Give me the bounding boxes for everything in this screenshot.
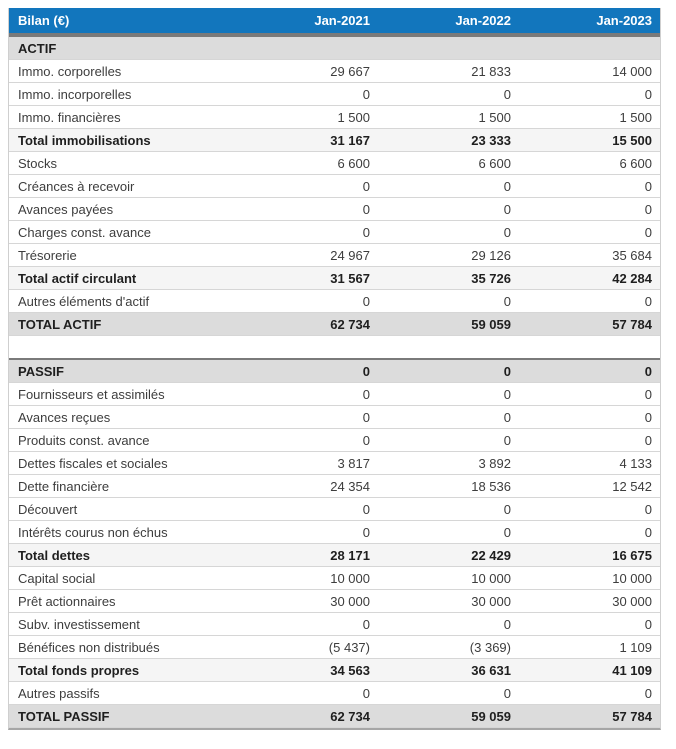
column-header-jan-2023: Jan-2023 — [596, 13, 652, 28]
table-row — [9, 521, 660, 544]
table-row — [9, 567, 660, 590]
cell-value-jan-2021: 28 171 — [330, 547, 370, 563]
cell-value-jan-2023: 57 784 — [612, 316, 652, 332]
cell-value-jan-2023: 0 — [644, 293, 652, 309]
row-label: Capital social — [18, 570, 96, 586]
cell-value-jan-2023: 30 000 — [612, 593, 652, 609]
cell-value-jan-2022: 29 126 — [471, 247, 511, 263]
cell-value-jan-2023: 0 — [644, 524, 652, 540]
cell-value-jan-2023: 0 — [644, 409, 652, 425]
row-label: ACTIF — [18, 40, 57, 56]
cell-value-jan-2021: 31 567 — [330, 270, 370, 286]
cell-value-jan-2022: 0 — [503, 432, 511, 448]
cell-value-jan-2022: 6 600 — [478, 155, 511, 171]
cell-value-jan-2021: 31 167 — [330, 132, 370, 148]
row-label: Charges const. avance — [18, 224, 151, 240]
cell-value-jan-2021: 0 — [362, 86, 370, 102]
cell-value-jan-2021: 0 — [362, 386, 370, 402]
cell-value-jan-2022: 10 000 — [471, 570, 511, 586]
cell-value-jan-2021: 62 734 — [330, 316, 370, 332]
cell-value-jan-2021: 1 500 — [337, 109, 370, 125]
table-row — [9, 659, 660, 682]
row-label: Immo. corporelles — [18, 63, 122, 79]
table-row — [9, 590, 660, 613]
cell-value-jan-2023: 15 500 — [612, 132, 652, 148]
cell-value-jan-2022: 3 892 — [478, 455, 511, 471]
cell-value-jan-2021: 62 734 — [330, 708, 370, 724]
row-label: Subv. investissement — [18, 616, 140, 632]
cell-value-jan-2021: 0 — [362, 224, 370, 240]
cell-value-jan-2023: 57 784 — [612, 708, 652, 724]
cell-value-jan-2021: 0 — [362, 363, 370, 379]
cell-value-jan-2023: 14 000 — [612, 63, 652, 79]
cell-value-jan-2022: 0 — [503, 363, 511, 379]
cell-value-jan-2023: 0 — [644, 363, 652, 379]
cell-value-jan-2023: 0 — [644, 178, 652, 194]
table-body — [9, 35, 660, 728]
row-label: Total fonds propres — [18, 662, 140, 678]
table-row — [9, 475, 660, 498]
cell-value-jan-2022: 0 — [503, 616, 511, 632]
table-row — [9, 498, 660, 521]
cell-value-jan-2022: 0 — [503, 524, 511, 540]
table-row — [9, 383, 660, 406]
table-row — [9, 129, 660, 152]
table-row — [9, 290, 660, 313]
cell-value-jan-2023: 0 — [644, 432, 652, 448]
table-row — [9, 406, 660, 429]
table-row — [9, 544, 660, 567]
table-row — [9, 60, 660, 83]
table-header-row — [9, 8, 660, 35]
table-row — [9, 705, 660, 728]
cell-value-jan-2023: 16 675 — [612, 547, 652, 563]
row-label: Prêt actionnaires — [18, 593, 116, 609]
cell-value-jan-2023: 0 — [644, 386, 652, 402]
row-label: Immo. financières — [18, 109, 121, 125]
cell-value-jan-2022: 22 429 — [471, 547, 511, 563]
cell-value-jan-2023: 35 684 — [612, 247, 652, 263]
cell-value-jan-2021: 0 — [362, 201, 370, 217]
cell-value-jan-2022: 1 500 — [478, 109, 511, 125]
row-label: Stocks — [18, 155, 58, 171]
cell-value-jan-2021: 0 — [362, 432, 370, 448]
cell-value-jan-2022: 0 — [503, 86, 511, 102]
cell-value-jan-2023: 1 109 — [619, 639, 652, 655]
cell-value-jan-2023: 1 500 — [619, 109, 652, 125]
cell-value-jan-2023: 0 — [644, 201, 652, 217]
cell-value-jan-2022: 59 059 — [471, 708, 511, 724]
table-row — [9, 336, 660, 358]
cell-value-jan-2023: 0 — [644, 86, 652, 102]
cell-value-jan-2022: 23 333 — [471, 132, 511, 148]
table-row — [9, 682, 660, 705]
table-row — [9, 175, 660, 198]
row-label: Créances à recevoir — [18, 178, 135, 194]
cell-value-jan-2022: 0 — [503, 386, 511, 402]
column-header-jan-2022: Jan-2022 — [455, 13, 511, 28]
cell-value-jan-2021: 0 — [362, 293, 370, 309]
cell-value-jan-2021: 10 000 — [330, 570, 370, 586]
row-label: Fournisseurs et assimilés — [18, 386, 165, 402]
row-label: TOTAL PASSIF — [18, 708, 110, 724]
table-row — [9, 636, 660, 659]
cell-value-jan-2021: 3 817 — [337, 455, 370, 471]
cell-value-jan-2021: 0 — [362, 409, 370, 425]
row-label: Intérêts courus non échus — [18, 524, 168, 540]
row-label: Autres passifs — [18, 685, 100, 701]
table-title: Bilan (€) — [18, 13, 70, 28]
cell-value-jan-2022: 30 000 — [471, 593, 511, 609]
table-row — [9, 244, 660, 267]
cell-value-jan-2022: 0 — [503, 293, 511, 309]
cell-value-jan-2022: 0 — [503, 501, 511, 517]
cell-value-jan-2023: 0 — [644, 501, 652, 517]
cell-value-jan-2023: 12 542 — [612, 478, 652, 494]
cell-value-jan-2021: 34 563 — [330, 662, 370, 678]
table-row — [9, 429, 660, 452]
row-label: Avances payées — [18, 201, 114, 217]
table-row — [9, 452, 660, 475]
cell-value-jan-2022: 0 — [503, 224, 511, 240]
cell-value-jan-2022: 59 059 — [471, 316, 511, 332]
cell-value-jan-2023: 6 600 — [619, 155, 652, 171]
cell-value-jan-2022: 0 — [503, 685, 511, 701]
table-row — [9, 35, 660, 60]
row-label: Produits const. avance — [18, 432, 150, 448]
cell-value-jan-2022: 36 631 — [471, 662, 511, 678]
row-label: Dettes fiscales et sociales — [18, 455, 168, 471]
row-label: TOTAL ACTIF — [18, 316, 102, 332]
cell-value-jan-2022: 0 — [503, 201, 511, 217]
cell-value-jan-2021: 30 000 — [330, 593, 370, 609]
cell-value-jan-2021: (5 437) — [328, 639, 370, 655]
table-row — [9, 267, 660, 290]
cell-value-jan-2022: 21 833 — [471, 63, 511, 79]
table-row — [9, 221, 660, 244]
row-label: Autres éléments d'actif — [18, 293, 150, 309]
cell-value-jan-2021: 0 — [362, 685, 370, 701]
cell-value-jan-2021: 29 667 — [330, 63, 370, 79]
table-row — [9, 106, 660, 129]
balance-sheet-table — [8, 8, 661, 730]
cell-value-jan-2021: 0 — [362, 524, 370, 540]
row-label: Total dettes — [18, 547, 90, 563]
table-row — [9, 358, 660, 383]
table-row — [9, 198, 660, 221]
cell-value-jan-2021: 0 — [362, 501, 370, 517]
row-label: Total immobilisations — [18, 132, 151, 148]
cell-value-jan-2023: 0 — [644, 685, 652, 701]
row-label: Trésorerie — [18, 247, 77, 263]
row-label: Dette financière — [18, 478, 110, 494]
table-row — [9, 613, 660, 636]
row-label: Immo. incorporelles — [18, 86, 132, 102]
cell-value-jan-2022: 0 — [503, 178, 511, 194]
cell-value-jan-2021: 0 — [362, 178, 370, 194]
row-label: Avances reçues — [18, 409, 111, 425]
cell-value-jan-2021: 0 — [362, 616, 370, 632]
cell-value-jan-2023: 0 — [644, 224, 652, 240]
cell-value-jan-2022: 35 726 — [471, 270, 511, 286]
cell-value-jan-2023: 42 284 — [612, 270, 652, 286]
cell-value-jan-2022: (3 369) — [469, 639, 511, 655]
cell-value-jan-2023: 10 000 — [612, 570, 652, 586]
cell-value-jan-2022: 18 536 — [471, 478, 511, 494]
cell-value-jan-2021: 24 967 — [330, 247, 370, 263]
row-label: Bénéfices non distribués — [18, 639, 160, 655]
column-header-jan-2021: Jan-2021 — [314, 13, 370, 28]
cell-value-jan-2023: 0 — [644, 616, 652, 632]
cell-value-jan-2021: 6 600 — [337, 155, 370, 171]
table-row — [9, 83, 660, 106]
row-label: Découvert — [18, 501, 78, 517]
cell-value-jan-2021: 24 354 — [330, 478, 370, 494]
table-row — [9, 152, 660, 175]
row-label: Total actif circulant — [18, 270, 137, 286]
cell-value-jan-2023: 41 109 — [612, 662, 652, 678]
cell-value-jan-2023: 4 133 — [619, 455, 652, 471]
table-row — [9, 313, 660, 336]
row-label: PASSIF — [18, 363, 64, 379]
cell-value-jan-2022: 0 — [503, 409, 511, 425]
